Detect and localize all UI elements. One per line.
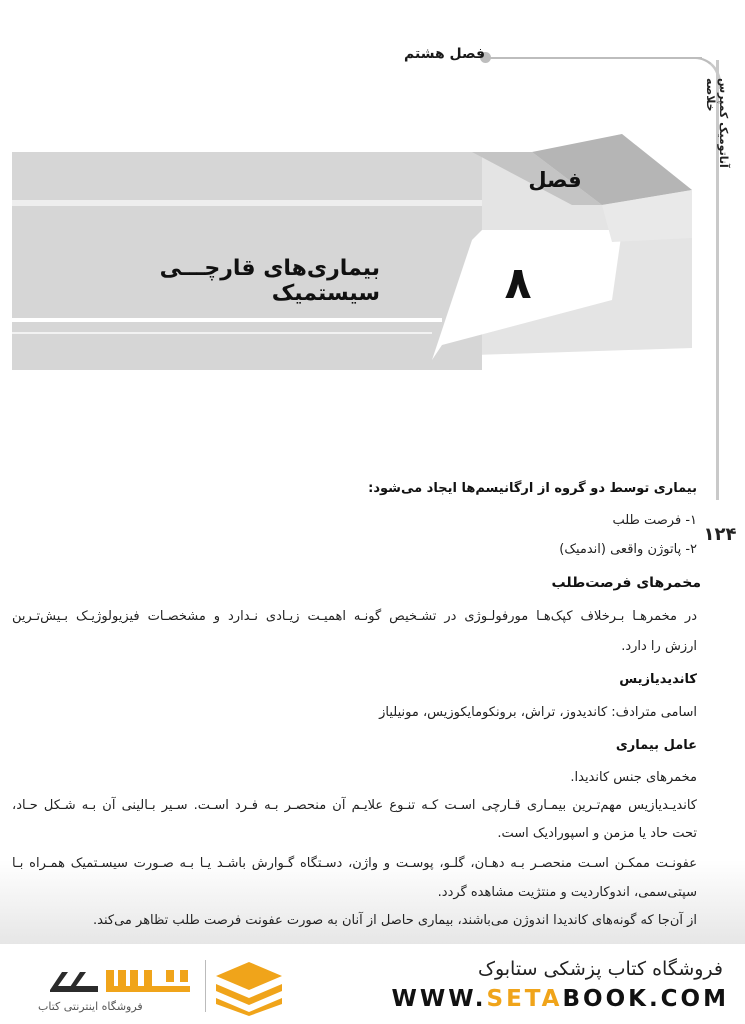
- chapter-banner: [12, 130, 712, 375]
- store-url[interactable]: [392, 986, 729, 1012]
- chapter-title: بیماری‌های قارچـــی سیستمیک: [159, 256, 380, 306]
- paragraph-line: عفونـت ممکـن اسـت منحصـر بـه دهـان، گلـو، پوسـت و واژن، دسـتگاه گـوارش باشـد یـا بـه صـورت سیسـتمیک همـراه بـا: [12, 856, 697, 871]
- paragraph-line: ارزش را دارد.: [621, 639, 697, 654]
- synonyms-line: اسامی مترادف: کاندیدوز، تراش، برونکومایکوزیس، مونیلیاز: [379, 705, 697, 720]
- chapter-label: فصل هشتم: [404, 46, 485, 62]
- paragraph-line: کاندیـدیازیس مهم‌تـرین بیمـاری قـارچی اسـت کـه تنـوع علایـم آن منحصـر بـه فـرد اسـت. سـیر بـالینی آن بـه شـکل حـاد،: [12, 798, 697, 813]
- logo-divider: [205, 960, 206, 1012]
- setabook-wordmark-icon: [40, 960, 200, 1000]
- url-accent: SETA: [486, 986, 563, 1012]
- chapter-word: فصل: [528, 168, 582, 192]
- side-book-title: آناتومیک کمپرس خلاصه: [704, 78, 730, 168]
- paragraph-line: از آن‌جا که گونه‌های کاندیدا اندوژن می‌باشند، بیماری حاصل از آنان به صورت عفونت فرصت طلب تظاهر می‌کند.: [93, 913, 697, 928]
- list-item: ۱- فرصت طلب: [612, 513, 697, 528]
- subheading-candidiasis: کاندیدیازیس: [619, 672, 697, 687]
- header-rule: [486, 57, 702, 59]
- banner-graphic: [12, 130, 712, 375]
- page-number: ۱۲۴: [700, 524, 740, 545]
- url-suffix: BOOK.COM: [562, 986, 729, 1012]
- store-name: فروشگاه کتاب پزشکی ستابوک: [477, 958, 723, 980]
- subheading-agent: عامل بیماری: [615, 738, 697, 753]
- url-prefix: WWW.: [391, 986, 487, 1012]
- paragraph-line: در مخمرهـا بـرخلاف کپک‌هـا مورفولـوژی در تشـخیص گونـه اهمیـت زیـادی نـدارد و مشخصـات فیزیولوژیـک بـیش‌تـرین: [12, 609, 697, 624]
- paragraph-line: سپتی‌سمی، اندوکاردیت و منتژیت مشاهده گردد.: [437, 885, 697, 900]
- list-item: ۲- پاتوژن واقعی (اندمیک): [559, 542, 697, 557]
- intro-sentence: بیماری توسط دو گروه از ارگانیسم‌ها ایجاد می‌شود:: [368, 481, 697, 496]
- agent-line: مخمرهای جنس کاندیدا.: [570, 770, 697, 785]
- chapter-number: ۸: [504, 258, 532, 309]
- paragraph-line: تحت حاد یا مزمن و اسپورادیک است.: [497, 826, 697, 841]
- setabook-emblem-icon: [212, 958, 286, 1016]
- bottom-fade: [0, 860, 745, 945]
- logo-subtitle: فروشگاه اینترنتی کتاب: [38, 1000, 143, 1013]
- section-heading: مخمرهای فرصت‌طلب: [551, 575, 701, 591]
